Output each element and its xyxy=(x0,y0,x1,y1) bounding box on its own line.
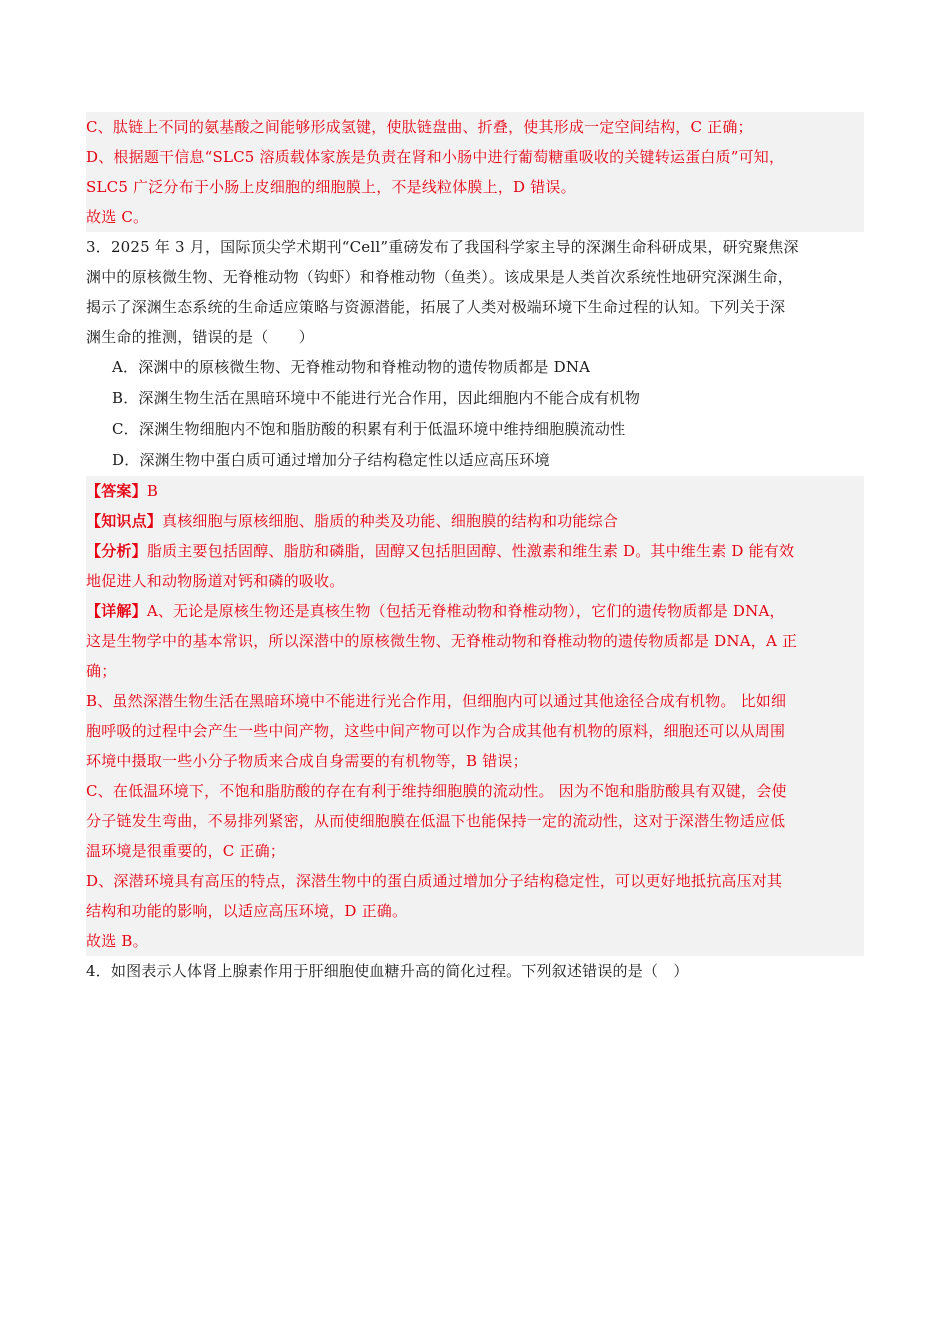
detail-line: 胞呼吸的过程中会产生一些中间产物，这些中间产物可以作为合成其他有机物的原料，细胞还可以从周围 xyxy=(86,722,786,740)
detail-tag: 【详解】 xyxy=(86,602,147,620)
analysis-line xyxy=(86,536,864,566)
analysis-line: 地促进人和动物肠道对钙和磷的吸收。 xyxy=(86,572,345,590)
question-3 xyxy=(86,232,864,476)
knowledge-value: 真核细胞与原核细胞、脂质的种类及功能、细胞膜的结构和功能综合 xyxy=(162,512,619,530)
answer-3-block xyxy=(86,476,864,956)
detail-line xyxy=(86,596,864,626)
document-page xyxy=(86,112,864,986)
option-b: B．深渊生物生活在黑暗环境中不能进行光合作用，因此细胞内不能合成有机物 xyxy=(112,389,641,407)
detail-line: B、虽然深潜生物生活在黑暗环境中不能进行光合作用，但细胞内可以通过其他途径合成有机物。 比如细 xyxy=(86,692,787,710)
question-stem-line: 渊中的原核微生物、无脊椎动物（钩虾）和脊椎动物（鱼类）。该成果是人类首次系统性地研究深渊生命， xyxy=(86,268,793,286)
question-stem-line: 3．2025 年 3 月，国际顶尖学术期刊“Cell”重磅发布了我国科学家主导的深渊生命科研成果，研究聚焦深 xyxy=(86,238,799,256)
question-4 xyxy=(86,956,864,986)
detail-line: 确； xyxy=(86,662,117,680)
detail-line: 温环境是很重要的，C 正确； xyxy=(86,842,286,860)
detail-line: 环境中摄取一些小分子物质来合成自身需要的有机物等，B 错误； xyxy=(86,752,528,770)
answer-line: C、肽链上不同的氨基酸之间能够形成氢键，使肽链盘曲、折叠，使其形成一定空间结构，C 正确； xyxy=(86,118,753,136)
knowledge-tag: 【知识点】 xyxy=(86,512,163,530)
analysis-text: 脂质主要包括固醇、脂肪和磷脂，固醇又包括胆固醇、性激素和维生素 D。其中维生素 D 能有效 xyxy=(146,542,795,560)
detail-line: 结构和功能的影响，以适应高压环境，D 正确。 xyxy=(86,902,408,920)
question-stem-line: 揭示了深渊生态系统的生命适应策略与资源潜能，拓展了人类对极端环境下生命过程的认知。下列关于深 xyxy=(86,298,786,316)
option-a: A．深渊中的原核微生物、无脊椎动物和脊椎动物的遗传物质都是 DNA xyxy=(112,358,591,376)
answer-tag: 【答案】 xyxy=(86,482,147,500)
question-stem-line: 渊生命的推测，错误的是（ ） xyxy=(86,328,315,346)
option-d: D．深渊生物中蛋白质可通过增加分子结构稳定性以适应高压环境 xyxy=(112,451,550,469)
analysis-tag: 【分析】 xyxy=(86,542,147,560)
detail-line: C、在低温环境下，不饱和脂肪酸的存在有利于维持细胞膜的流动性。 因为不饱和脂肪酸具有双键，会使 xyxy=(86,782,787,800)
answer-line: SLC5 广泛分布于小肠上皮细胞的细胞膜上，不是线粒体膜上，D 错误。 xyxy=(86,178,576,196)
answer-line: 故选 C。 xyxy=(86,208,149,226)
detail-text: A、无论是原核生物还是真核生物（包括无脊椎动物和脊椎动物），它们的遗传物质都是 DNA， xyxy=(146,602,785,620)
answer-line: D、根据题干信息“SLC5 溶质载体家族是负责在肾和小肠中进行葡萄糖重吸收的关键转运蛋白质”可知， xyxy=(86,148,785,166)
question-stem-line: 4．如图表示人体肾上腺素作用于肝细胞使血糖升高的简化过程。下列叙述错误的是（ ） xyxy=(86,962,689,980)
detail-line: 这是生物学中的基本常识，所以深潜中的原核微生物、无脊椎动物和脊椎动物的遗传物质都是 DNA，A 正 xyxy=(86,632,798,650)
option-c: C．深渊生物细胞内不饱和脂肪酸的积累有利于低温环境中维持细胞膜流动性 xyxy=(112,420,626,438)
detail-line: 故选 B。 xyxy=(86,932,148,950)
knowledge-line xyxy=(86,506,864,536)
detail-line: 分子链发生弯曲，不易排列紧密，从而使细胞膜在低温下也能保持一定的流动性，这对于深潜生物适应低 xyxy=(86,812,786,830)
answer-value: B xyxy=(146,482,159,500)
previous-answer-block xyxy=(86,112,864,232)
detail-line: D、深潜环境具有高压的特点，深潜生物中的蛋白质通过增加分子结构稳定性，可以更好地抵抗高压对其 xyxy=(86,872,783,890)
answer-line xyxy=(86,476,864,506)
